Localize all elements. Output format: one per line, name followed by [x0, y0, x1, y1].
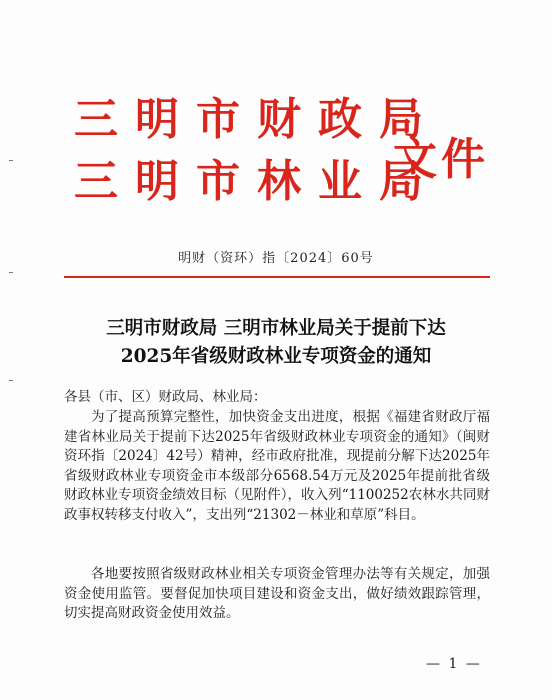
document-title-line-1: 三明市财政局 三明市林业局关于提前下达	[106, 318, 446, 339]
issuing-agency-forestry-bureau: 三明市林业局	[74, 156, 440, 207]
binding-margin-mark	[9, 272, 13, 273]
page-number: — 1 —	[426, 656, 482, 672]
binding-margin-mark	[9, 380, 13, 381]
document-title-line-2: 2025年省级财政林业专项资金的通知	[120, 346, 432, 367]
red-header	[0, 0, 552, 230]
body-paragraph-1: 为了提高预算完整性，加快资金支出进度，根据《福建省财政厅福建省林业局关于提前下达2025年省级财政林业专项资金的通知》（闽财资环指〔2024〕42号）精神，经市政府批准，现提前分解下达2025年省级财政林业专项资金市本级部分6568.54万元及2025年提前批省级财政林业专项资金绩效目标（见附件），收入列“1100252农林水共同财政事权转移支付收入”，支出列“21302－林业和草原”科目。	[64, 409, 490, 523]
salutation: 各县（市、区）财政局、林业局：	[64, 389, 267, 405]
binding-margin-mark	[9, 160, 13, 161]
red-separator-line	[64, 276, 490, 278]
issuing-agency-finance-bureau: 三明市财政局	[74, 94, 440, 145]
document-number: 明财（资环）指〔2024〕60号	[178, 251, 374, 266]
document-type-label: 文件	[393, 134, 489, 185]
body-paragraph-2: 各地要按照省级财政林业相关专项资金管理办法等有关规定，加强资金使用监管。要督促加快项目建设和资金支出，做好绩效跟踪管理，切实提高财政资金使用效益。	[64, 566, 490, 622]
